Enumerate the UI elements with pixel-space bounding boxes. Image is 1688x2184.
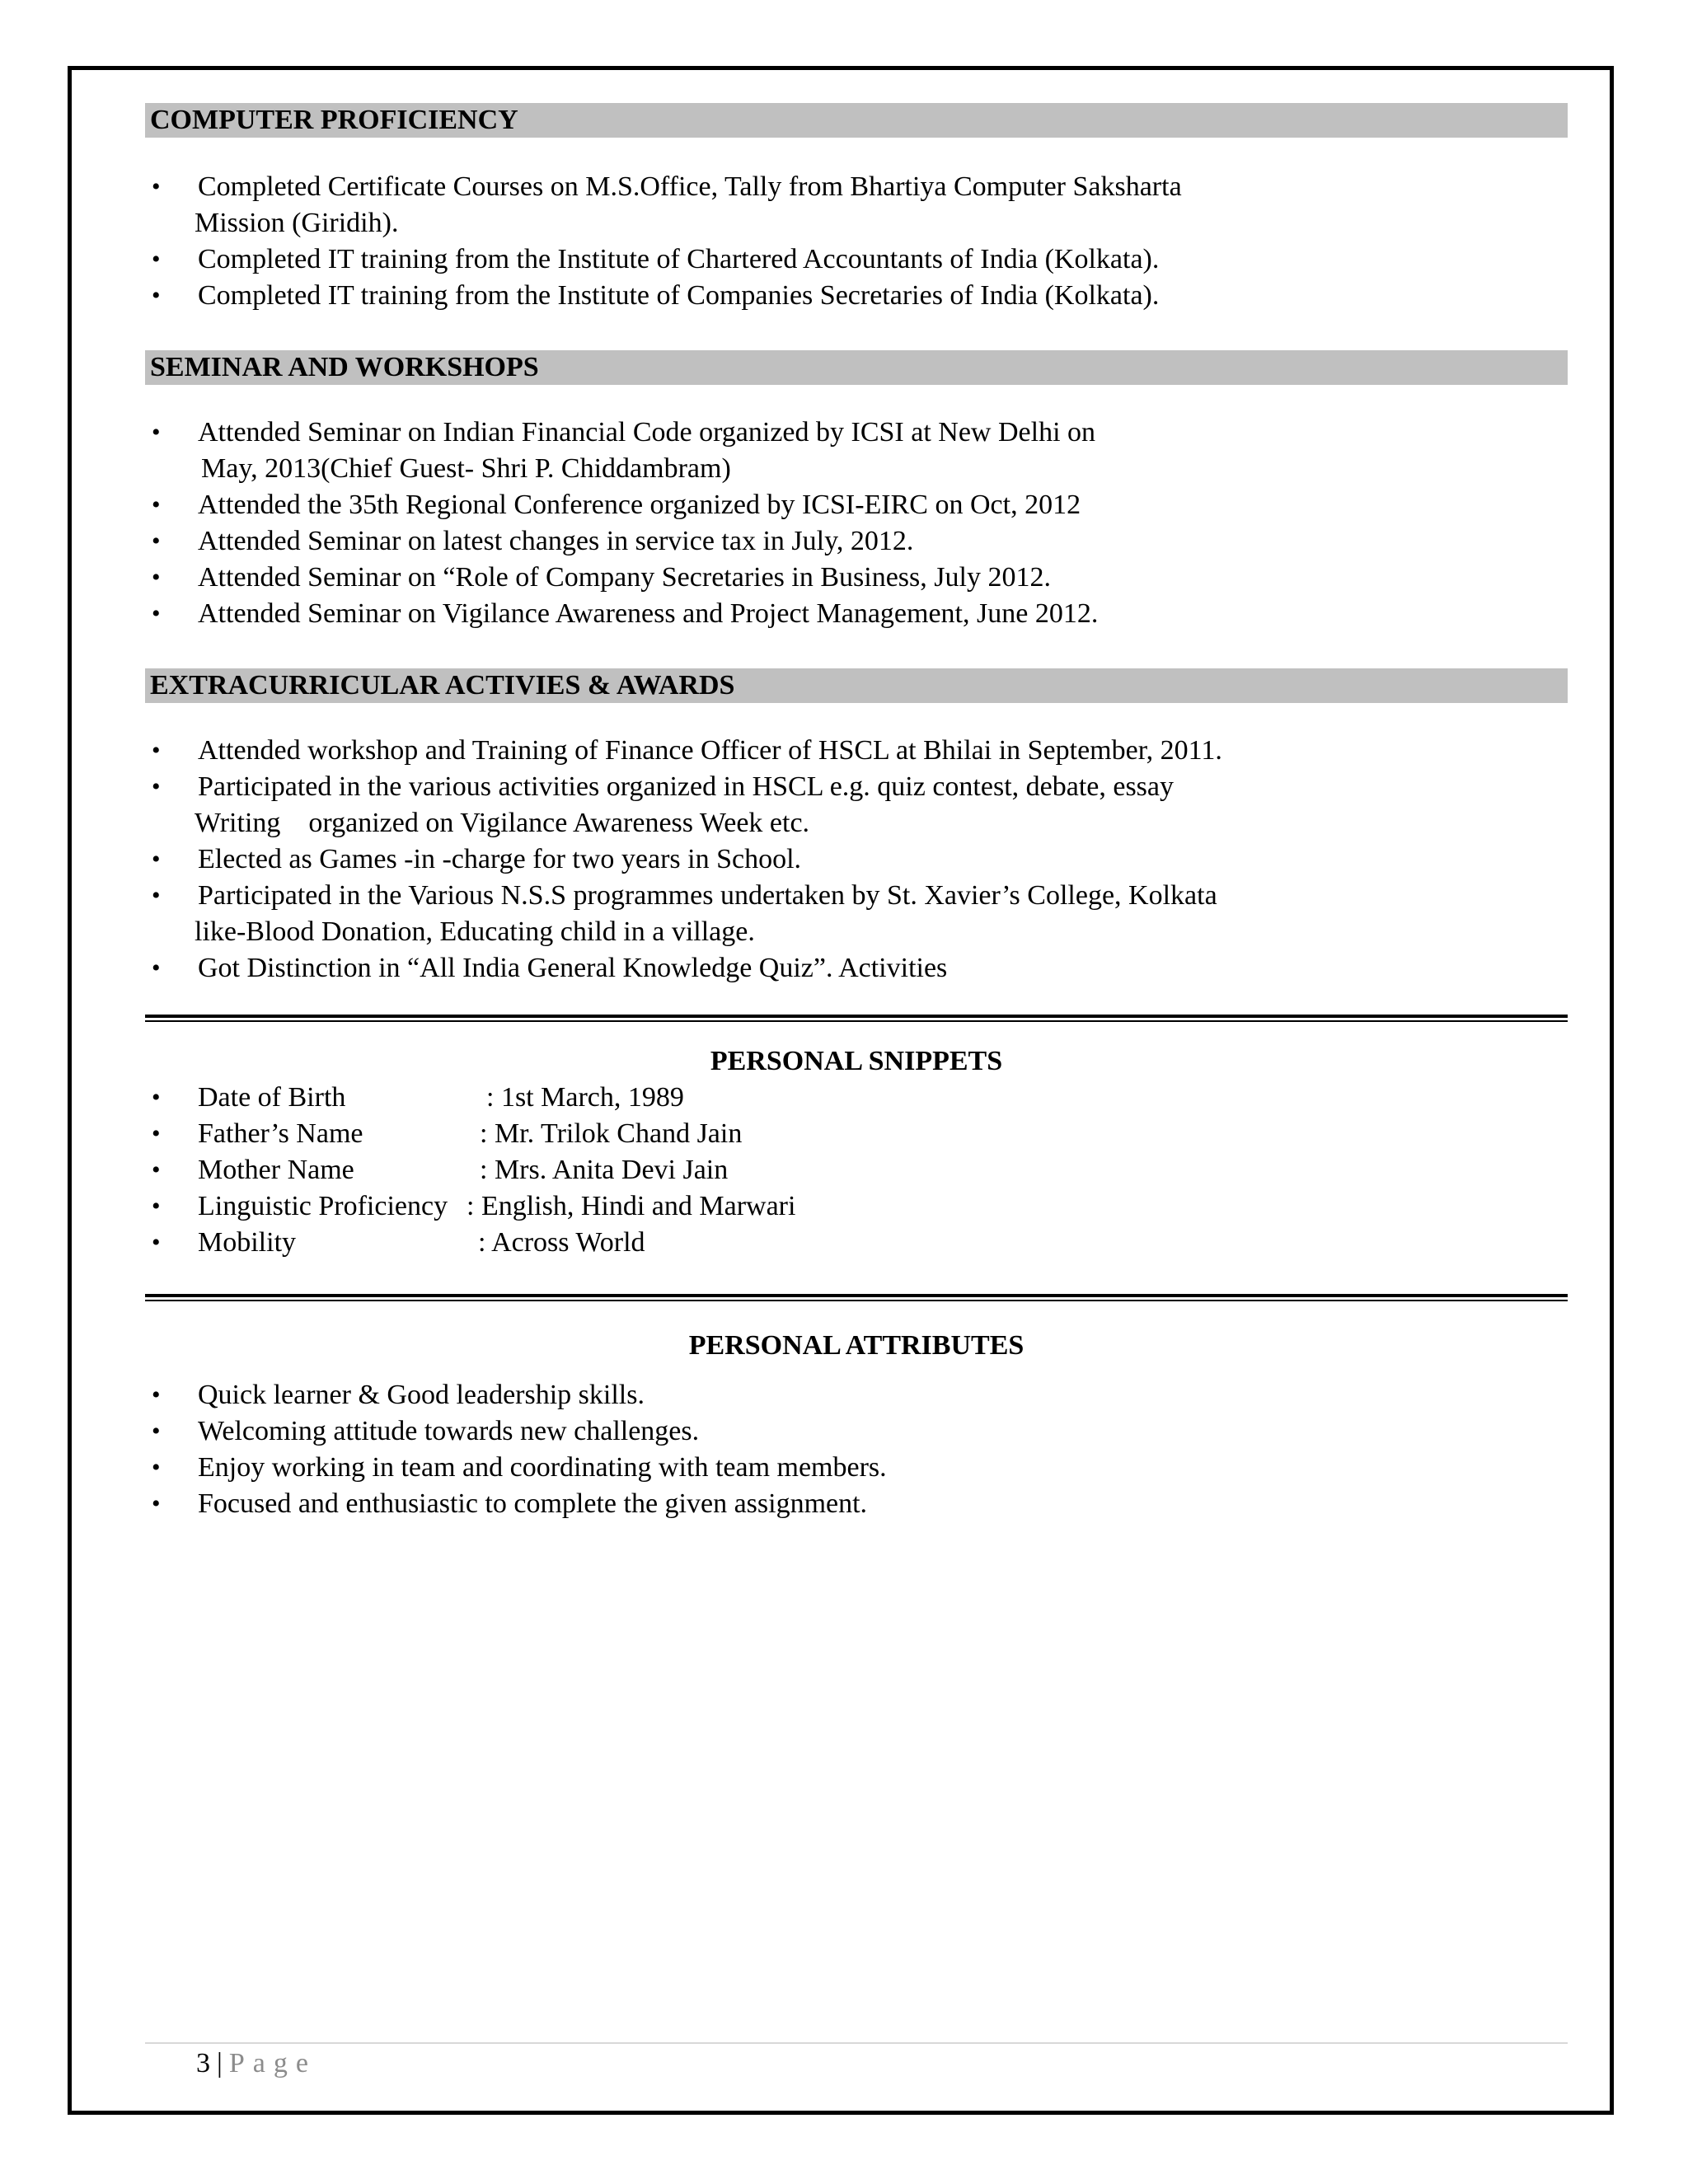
snippet-row — [145, 1152, 1568, 1188]
resume-content — [145, 103, 1568, 1522]
snippet-value: : Mr. Trilok Chand Jain — [480, 1118, 743, 1149]
list-item: • Attended Seminar on latest changes in service tax in July, 2012. — [145, 523, 1568, 560]
snippet-row — [145, 1116, 1568, 1152]
list-item: • Completed IT training from the Institute of Chartered Accountants of India (Kolkata). — [145, 241, 1568, 278]
snippet-label: Mobility — [198, 1227, 297, 1258]
bullet-icon: • — [152, 1120, 161, 1147]
snippet-row — [145, 1080, 1568, 1116]
list-item: • Attended workshop and Training of Finance Officer of HSCL at Bhilai in September, 2011. — [145, 733, 1568, 769]
list-item: • Got Distinction in “All India General Knowledge Quiz”. Activities — [145, 950, 1568, 987]
page-number: 3 — [196, 2048, 210, 2079]
bullet-icon: • — [152, 564, 161, 591]
list-item: • Participated in the various activities organized in HSCL e.g. quiz contest, debate, essay Writing organized on Vigilance Awareness Week etc. — [145, 769, 1568, 841]
bullet-icon: • — [152, 419, 161, 446]
snippet-label: Father’s Name — [198, 1118, 363, 1149]
bullet-icon: • — [152, 1490, 161, 1517]
snippet-value: : Mrs. Anita Devi Jain — [480, 1155, 729, 1185]
bullet-icon: • — [152, 882, 161, 909]
list-item: • Participated in the Various N.S.S programmes undertaken by St. Xavier’s College, Kolkata like-Blood Donation, Educating child in a village. — [145, 878, 1568, 950]
bullet-icon: • — [152, 282, 161, 309]
section-header-extracurricular: EXTRACURRICULAR ACTIVIES & AWARDS — [145, 668, 1568, 703]
bullet-icon: • — [152, 600, 161, 627]
bullet-icon: • — [152, 527, 161, 555]
bullet-icon: • — [152, 1193, 161, 1220]
bullet-icon: • — [152, 773, 161, 800]
bullet-icon: • — [152, 954, 161, 982]
list-item: • Completed Certificate Courses on M.S.Office, Tally from Bhartiya Computer Saksharta Mission (Giridih). — [145, 169, 1568, 241]
attributes-list — [145, 1377, 1568, 1522]
extracurricular-list — [145, 733, 1568, 987]
list-item: • Attended the 35th Regional Conference organized by ICSI-EIRC on Oct, 2012 — [145, 487, 1568, 523]
list-item: • Attended Seminar on “Role of Company Secretaries in Business, July 2012. — [145, 560, 1568, 596]
snippet-value: : 1st March, 1989 — [486, 1082, 684, 1113]
bullet-icon: • — [152, 1229, 161, 1256]
bullet-icon: • — [152, 1156, 161, 1183]
snippet-label: Mother Name — [198, 1155, 354, 1185]
bullet-icon: • — [152, 1418, 161, 1445]
list-item: • Attended Seminar on Vigilance Awareness and Project Management, June 2012. — [145, 596, 1568, 632]
list-item: • Completed IT training from the Institute of Companies Secretaries of India (Kolkata). — [145, 278, 1568, 314]
snippets-list — [145, 1080, 1568, 1261]
computer-list — [145, 169, 1568, 314]
snippet-row — [145, 1225, 1568, 1261]
list-item: • Attended Seminar on Indian Financial Code organized by ICSI at New Delhi on May, 2013(Chief Guest- Shri P. Chiddambram) — [145, 415, 1568, 487]
footer-divider — [145, 2042, 1568, 2044]
list-item: • Elected as Games -in -charge for two years in School. — [145, 841, 1568, 878]
attributes-title: PERSONAL ATTRIBUTES — [688, 1330, 1025, 1361]
footer-separator: | — [217, 2048, 223, 2079]
section-divider — [145, 1015, 1568, 1022]
section-divider — [145, 1294, 1568, 1301]
bullet-icon: • — [152, 173, 161, 200]
bullet-icon: • — [152, 737, 161, 764]
bullet-icon: • — [152, 491, 161, 518]
bullet-icon: • — [152, 246, 161, 273]
page-label: Page — [228, 2048, 316, 2079]
page-footer — [196, 2046, 316, 2082]
snippet-label: Linguistic Proficiency — [198, 1191, 448, 1221]
bullet-icon: • — [152, 1381, 161, 1408]
section-header-seminar: SEMINAR AND WORKSHOPS — [145, 350, 1568, 385]
snippet-value: : English, Hindi and Marwari — [467, 1191, 796, 1221]
snippet-label: Date of Birth — [198, 1082, 346, 1113]
section-header-computer: COMPUTER PROFICIENCY — [145, 103, 1568, 138]
bullet-icon: • — [152, 1084, 161, 1111]
seminar-list — [145, 415, 1568, 632]
snippets-title: PERSONAL SNIPPETS — [710, 1046, 1003, 1076]
snippet-row — [145, 1188, 1568, 1225]
list-item: • Welcoming attitude towards new challenges. — [145, 1413, 1568, 1450]
list-item: • Quick learner & Good leadership skills. — [145, 1377, 1568, 1413]
list-item: • Enjoy working in team and coordinating with team members. — [145, 1450, 1568, 1486]
bullet-icon: • — [152, 846, 161, 873]
bullet-icon: • — [152, 1454, 161, 1481]
list-item: • Focused and enthusiastic to complete the given assignment. — [145, 1486, 1568, 1522]
snippet-value: : Across World — [478, 1227, 645, 1258]
